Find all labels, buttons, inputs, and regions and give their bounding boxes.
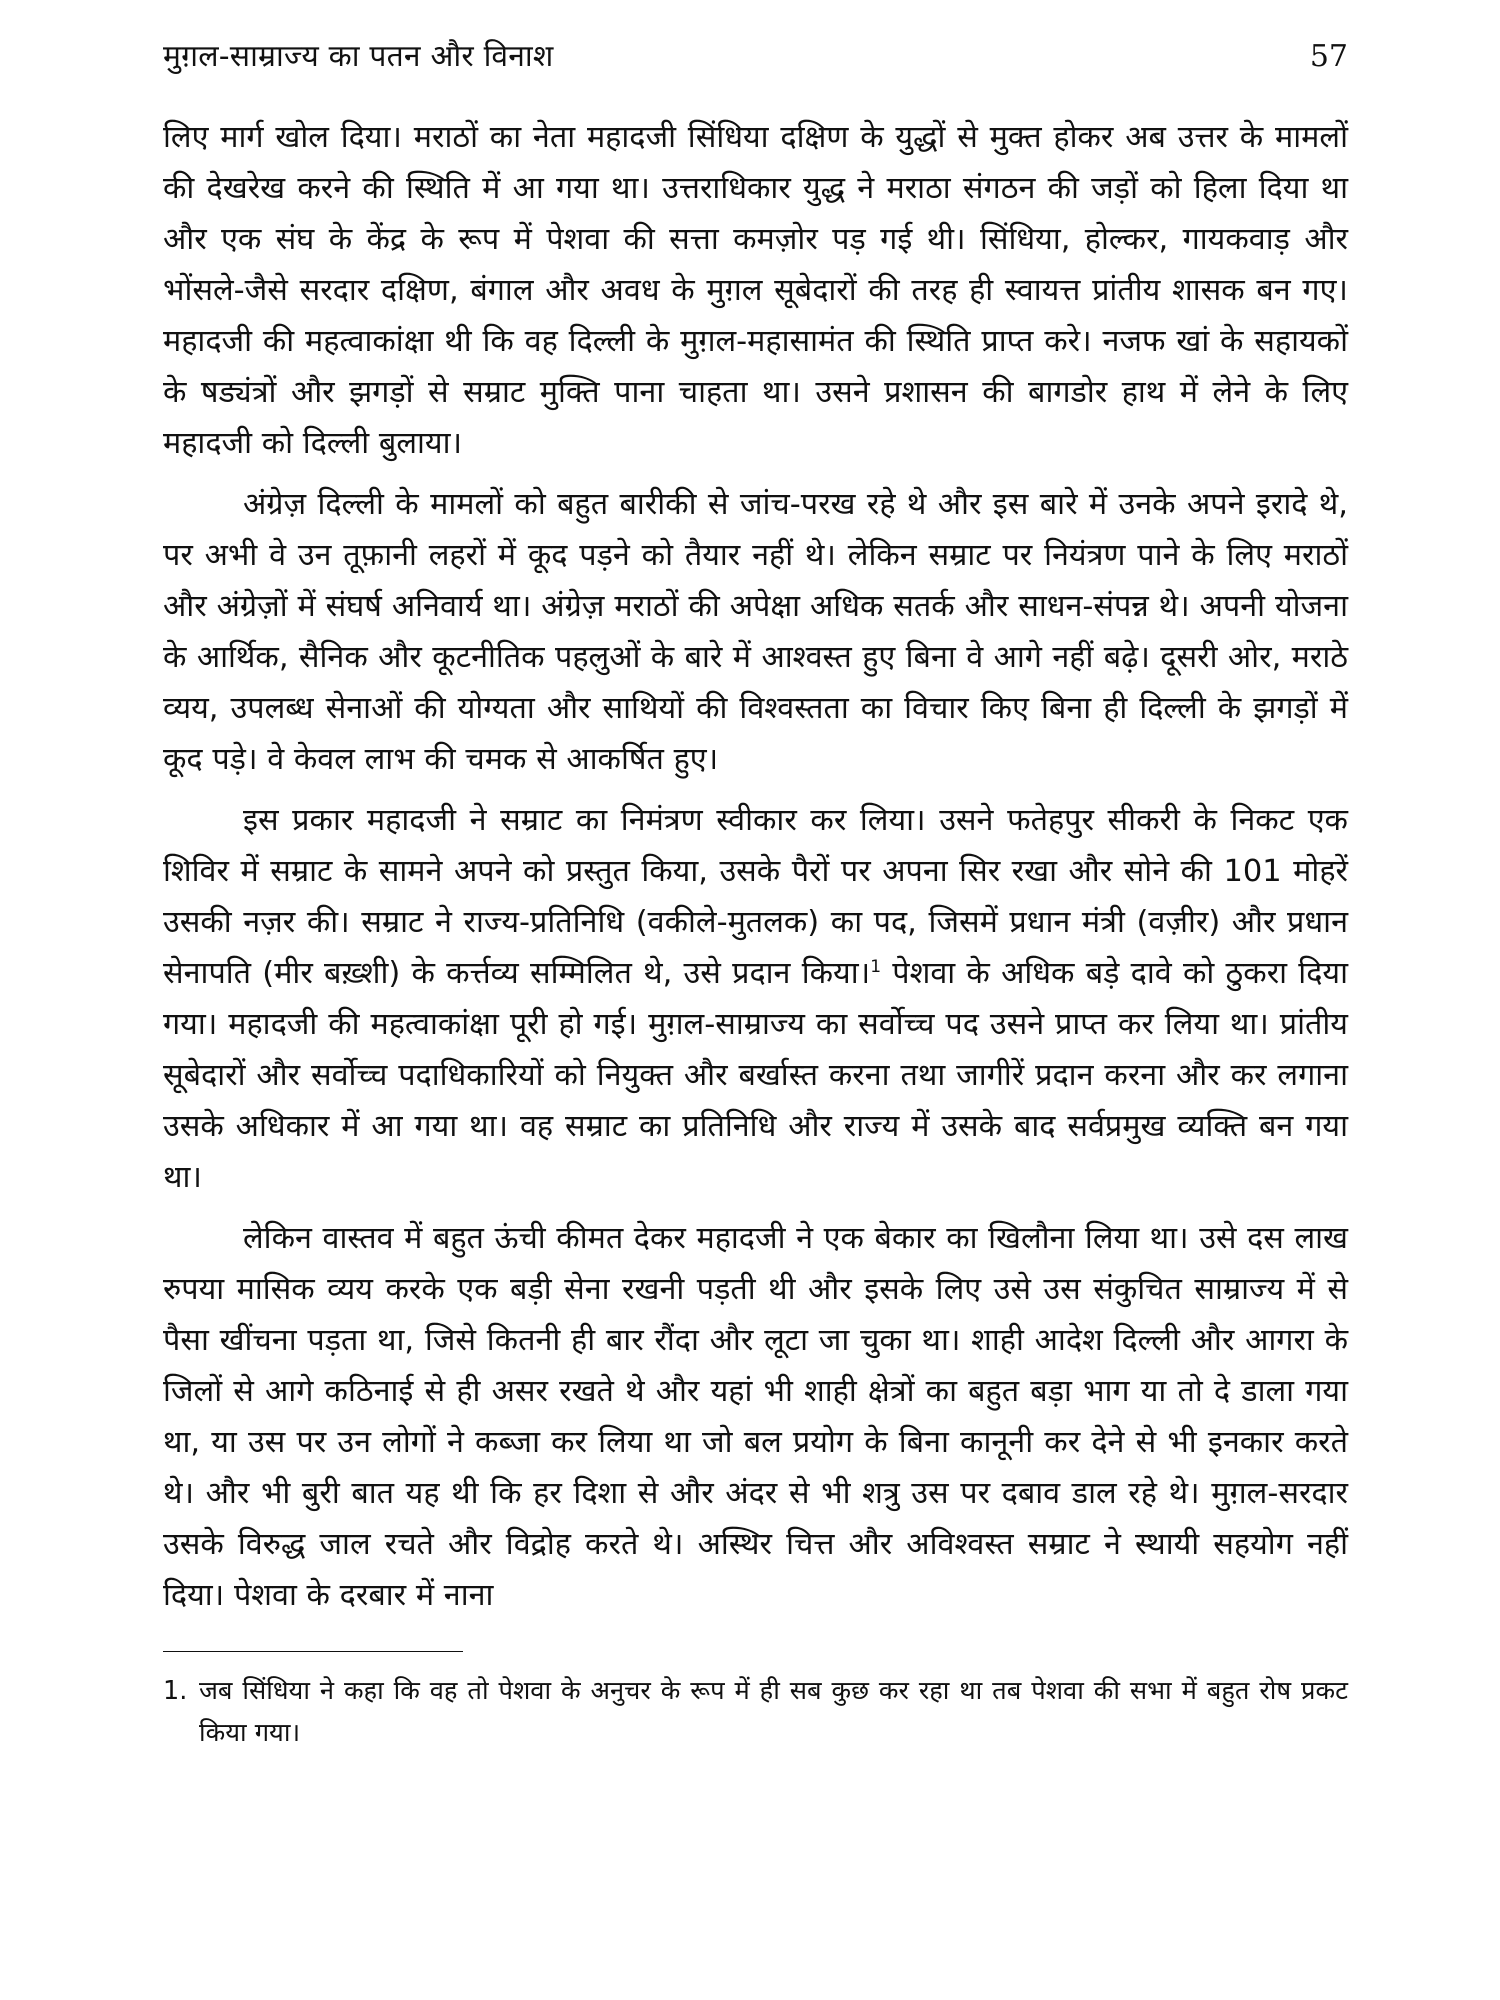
paragraph-3 xyxy=(163,795,1348,1203)
paragraph-1: लिए मार्ग खोल दिया। मराठों का नेता महादजी सिंधिया दक्षिण के युद्धों से मुक्त होकर अब उत्तर के मामलों की देखरेख करने की स्थिति में आ गया था। उत्तराधिकार युद्ध ने मराठा संगठन की जड़ों को हिला दिया था और एक संघ के केंद्र के रूप में पेशवा की सत्ता कमज़ोर पड़ गई थी। सिंधिया, होल्कर, गायकवाड़ और भोंसले-जैसे सरदार दक्षिण, बंगाल और अवध के मुग़ल सूबेदारों की तरह ही स्वायत्त प्रांतीय शासक बन गए। महादजी की महत्वाकांक्षा थी कि वह दिल्ली के मुग़ल-महासामंत की स्थिति प्राप्त करे। नजफ खां के सहायकों के षड्यंत्रों और झगड़ों से सम्राट मुक्ति पाना चाहता था। उसने प्रशासन की बागडोर हाथ में लेने के लिए महादजी को दिल्ली बुलाया। xyxy=(163,120,1348,461)
body-text xyxy=(163,112,1348,1621)
footnote-reference[interactable]: 1 xyxy=(870,956,882,977)
paragraph-2: अंग्रेज़ दिल्ली के मामलों को बहुत बारीकी से जांच-परख रहे थे और इस बारे में उनके अपने इरादे थे, पर अभी वे उन तूफ़ानी लहरों में कूद पड़ने को तैयार नहीं थे। लेकिन सम्राट पर नियंत्रण पाने के लिए मराठों और अंग्रेज़ों में संघर्ष अनिवार्य था। अंग्रेज़ मराठों की अपेक्षा अधिक सतर्क और साधन-संपन्न थे। अपनी योजना के आर्थिक, सैनिक और कूटनीतिक पहलुओं के बारे में आश्वस्त हुए बिना वे आगे नहीं बढ़े। दूसरी ओर, मराठे व्यय, उपलब्ध सेनाओं की योग्यता और साथियों की विश्वस्तता का विचार किए बिना ही दिल्ली के झगड़ों में कूद पड़े। वे केवल लाभ की चमक से आकर्षित हुए। xyxy=(163,487,1348,777)
footnote-divider xyxy=(163,1651,463,1652)
paragraph-4: लेकिन वास्तव में बहुत ऊंची कीमत देकर महादजी ने एक बेकार का खिलौना लिया था। उसे दस लाख रुपया मासिक व्यय करके एक बड़ी सेना रखनी पड़ती थी और इसके लिए उसे उस संकुचित साम्राज्य में से पैसा खींचना पड़ता था, जिसे कितनी ही बार रौंदा और लूटा जा चुका था। शाही आदेश दिल्ली और आगरा के जिलों से आगे कठिनाई से ही असर रखते थे और यहां भी शाही क्षेत्रों का बहुत बड़ा भाग या तो दे डाला गया था, या उस पर उन लोगों ने कब्जा कर लिया था जो बल प्रयोग के बिना कानूनी कर देने से भी इनकार करते थे। और भी बुरी बात यह थी कि हर दिशा से और अंदर से भी शत्रु उस पर दबाव डाल रहे थे। मुग़ल-सरदार उसके विरुद्ध जाल रचते और विद्रोह करते थे। अस्थिर चित्त और अविश्वस्त सम्राट ने स्थायी सहयोग नहीं दिया। पेशवा के दरबार में नाना xyxy=(163,1221,1348,1613)
book-page xyxy=(163,34,1348,1754)
running-header xyxy=(163,34,1348,84)
footnote-text: जब सिंधिया ने कहा कि वह तो पेशवा के अनुचर के रूप में ही सब कुछ कर रहा था तब पेशवा की सभा में बहुत रोष प्रकट किया गया। xyxy=(199,1676,1348,1748)
paragraph-3-text: इस प्रकार महादजी ने सम्राट का निमंत्रण स्वीकार कर लिया। उसने फतेहपुर सीकरी के निकट एक शिविर में सम्राट के सामने अपने को प्रस्तुत किया, उसके पैरों पर अपना सिर रखा और सोने की 101 मोहरें उसकी नज़र की। सम्राट ने राज्य-प्रतिनिधि (वकीले-मुतलक) का पद, जिसमें प्रधान मंत्री (वज़ीर) और प्रधान सेनापति (मीर बख़्शी) के कर्त्तव्य सम्मिलित थे, उसे प्रदान किया। xyxy=(163,803,1348,991)
page-number: 57 xyxy=(1309,39,1348,74)
footnote-number: 1. xyxy=(163,1676,188,1706)
footnote xyxy=(163,1670,1348,1754)
running-title: मुग़ल-साम्राज्य का पतन और विनाश xyxy=(163,39,554,74)
paragraph-3-continuation: पेशवा के अधिक बड़े दावे को ठुकरा दिया गया। महादजी की महत्वाकांक्षा पूरी हो गई। मुग़ल-साम्राज्य का सर्वोच्च पद उसने प्राप्त कर लिया था। प्रांतीय सूबेदारों और सर्वोच्च पदाधिकारियों को नियुक्त और बर्खास्त करना तथा जागीरें प्रदान करना और कर लगाना उसके अधिकार में आ गया था। वह सम्राट का प्रतिनिधि और राज्य में उसके बाद सर्वप्रमुख व्यक्ति बन गया था। xyxy=(163,956,1348,1195)
